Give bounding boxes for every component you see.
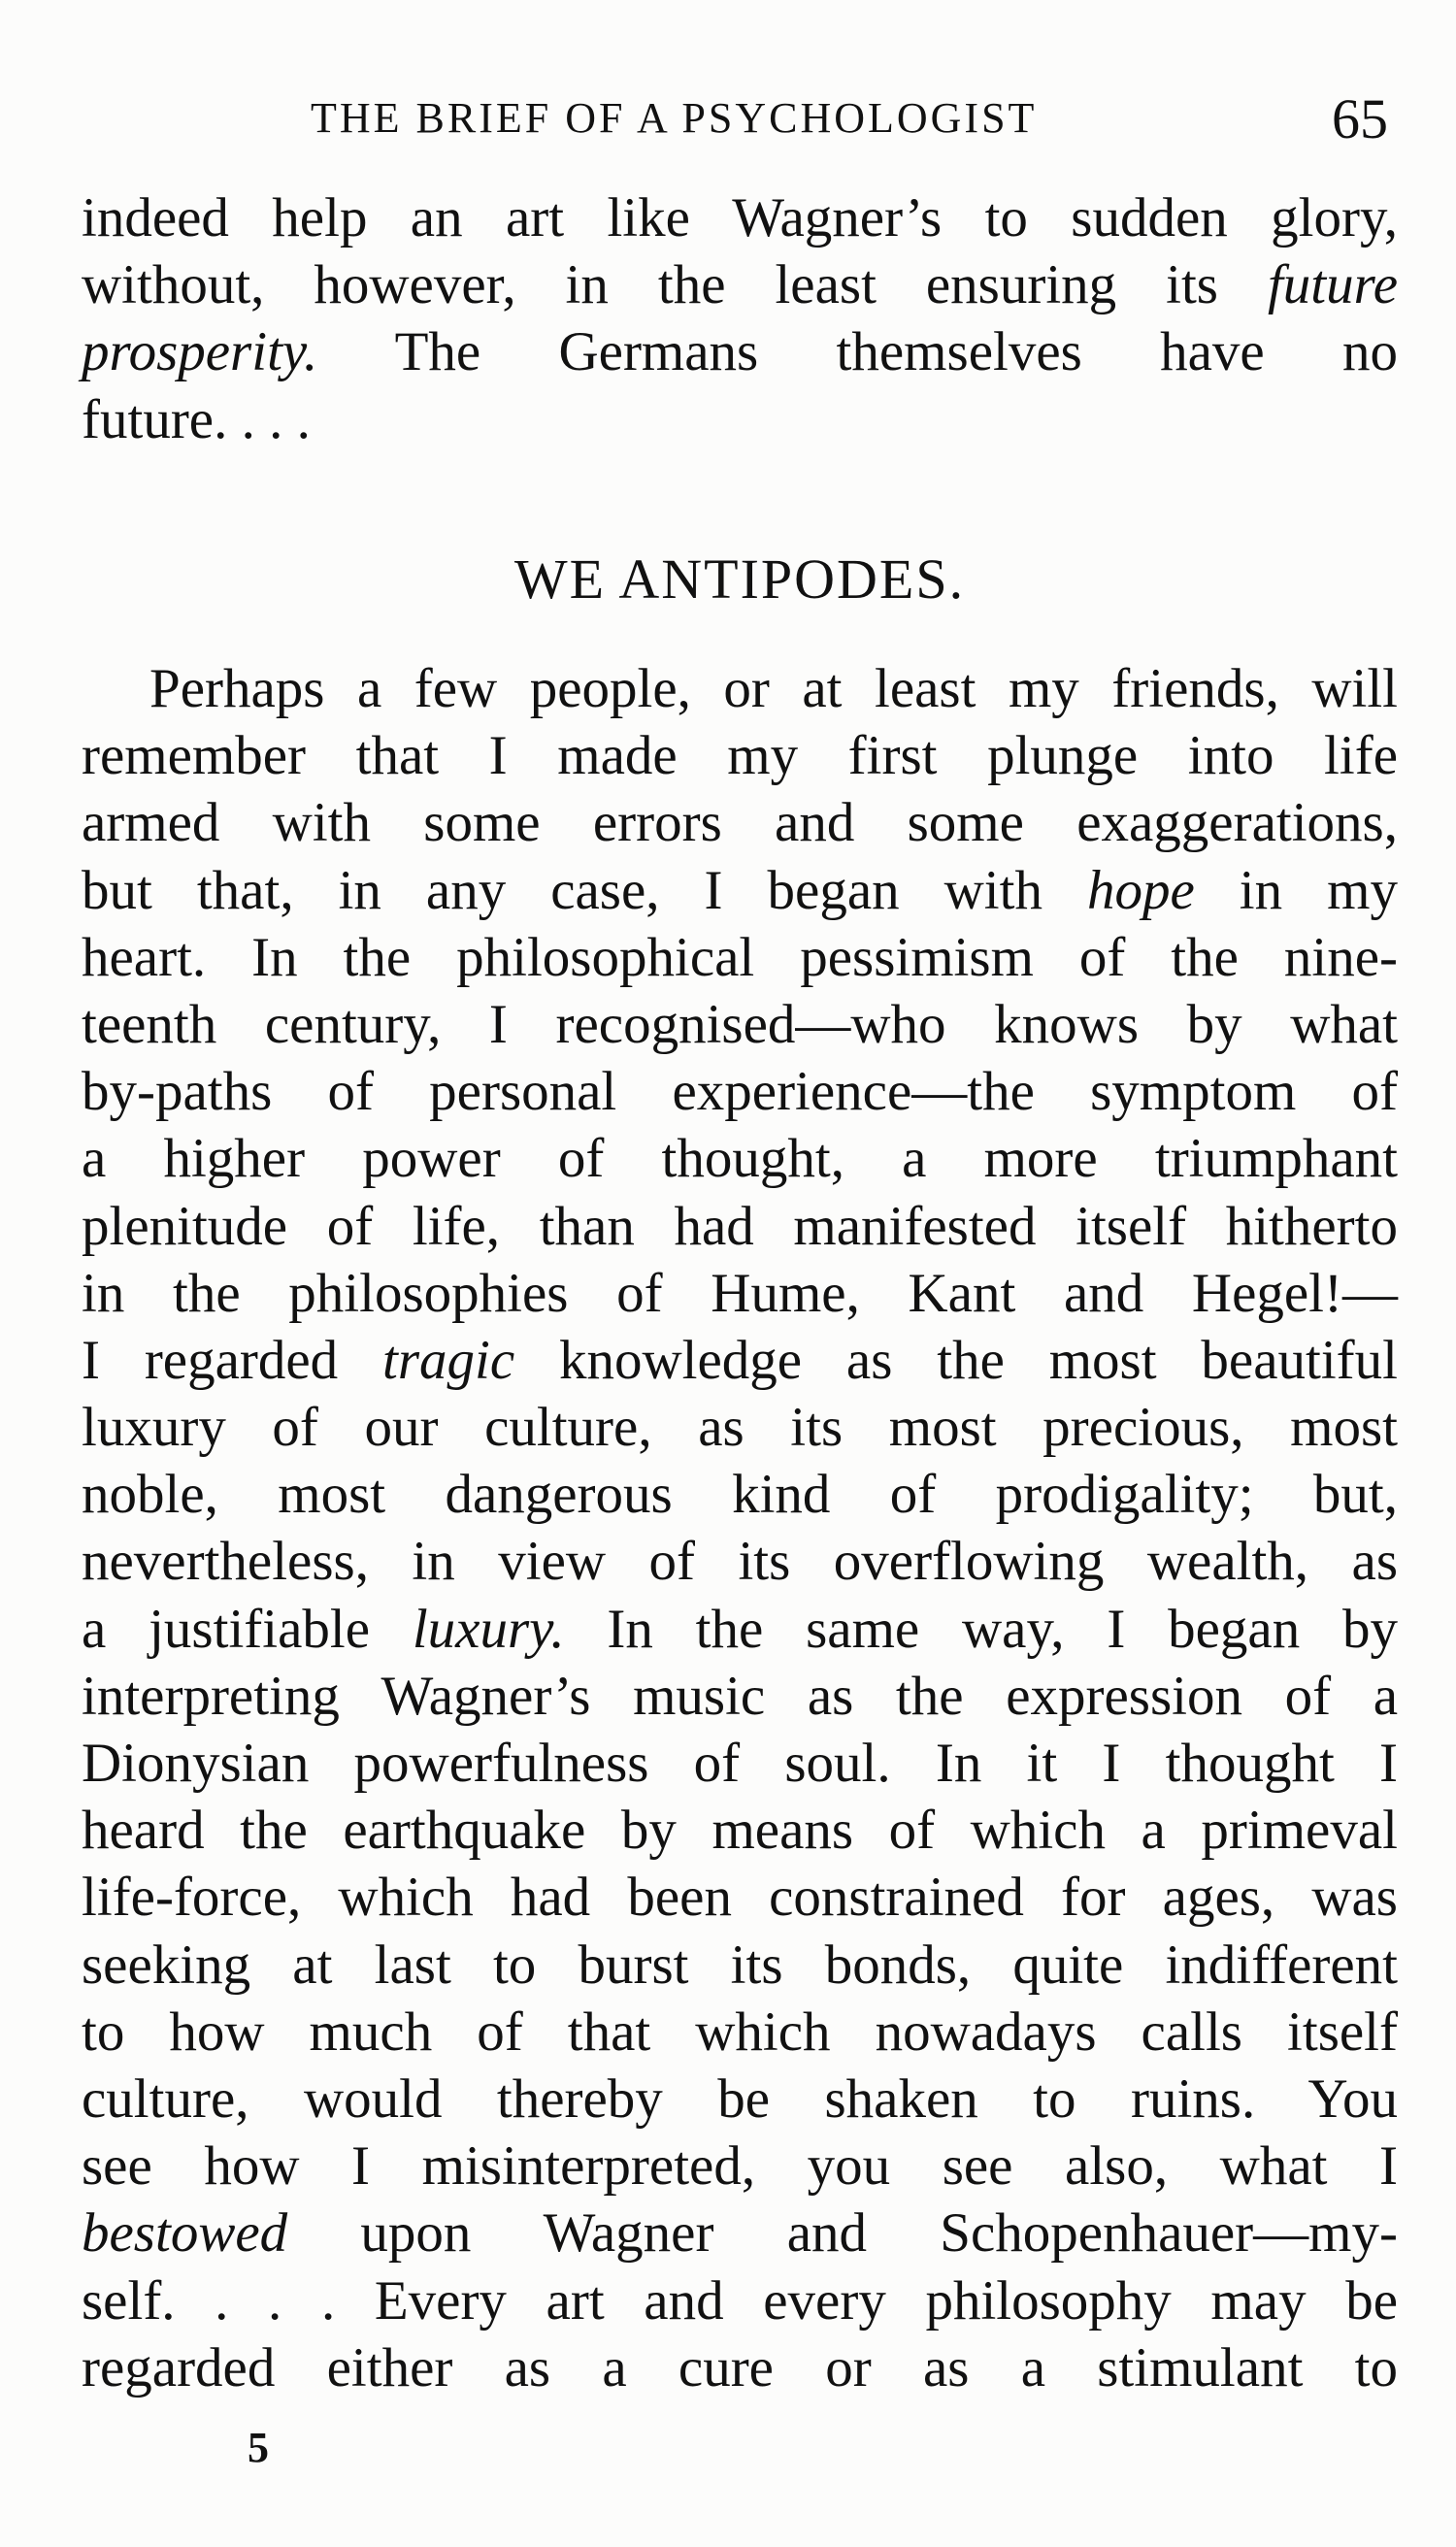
text-line: future. . . . bbox=[82, 388, 311, 450]
text-line: prosperity. The Germans themselves have no bbox=[82, 321, 1398, 383]
running-head bbox=[311, 89, 1388, 157]
text-line: interpreting Wagner’s music as the expression of a bbox=[82, 1665, 1398, 1727]
text-line: I regarded tragic knowledge as the most beautiful bbox=[82, 1329, 1398, 1391]
text-line: see how I misinterpreted, you see also, what I bbox=[82, 2135, 1398, 2198]
text-line: in the philosophies of Hume, Kant and Hegel!— bbox=[82, 1262, 1398, 1324]
continued-paragraph bbox=[82, 184, 1398, 453]
section-heading: WE ANTIPODES. bbox=[513, 547, 966, 611]
page-number: 65 bbox=[1332, 87, 1388, 150]
running-title: THE BRIEF OF A PSYCHOLOGIST bbox=[311, 94, 1038, 142]
text-line: Perhaps a few people, or at least my friends, will bbox=[149, 658, 1398, 719]
text-line: life-force, which had been constrained for ages, was bbox=[82, 1867, 1398, 1929]
text-line: luxury of our culture, as its most precious, most bbox=[82, 1397, 1398, 1459]
section-paragraph bbox=[82, 655, 1398, 2401]
text-line: Dionysian powerfulness of soul. In it I thought I bbox=[82, 1733, 1398, 1794]
signature-mark: 5 bbox=[248, 2424, 269, 2471]
text-line: noble, most dangerous kind of prodigality; but, bbox=[82, 1464, 1398, 1526]
text-line: culture, would thereby be shaken to ruins. You bbox=[82, 2067, 1398, 2130]
text-line: armed with some errors and some exaggerations, bbox=[82, 792, 1398, 854]
text-line: regarded either as a cure or as a stimulant to bbox=[82, 2336, 1398, 2398]
emphasis: luxury. bbox=[412, 1598, 565, 1660]
text-line: self. . . . Every art and every philosophy may be bbox=[82, 2269, 1398, 2332]
text-line: but that, in any case, I began with hope in my bbox=[82, 859, 1398, 921]
text-line: teenth century, I recognised—who knows by what bbox=[82, 993, 1398, 1055]
text-line: a justifiable luxury. In the same way, I began by bbox=[82, 1598, 1398, 1660]
text-line: bestowed upon Wagner and Schopenhauer—my- bbox=[82, 2202, 1398, 2265]
emphasis: hope bbox=[1086, 859, 1195, 921]
text-line: heard the earthquake by means of which a primeval bbox=[82, 1800, 1398, 1862]
emphasis: future bbox=[1267, 254, 1398, 316]
text-line: seeking at last to burst its bonds, quite indifferent bbox=[82, 1934, 1398, 1996]
text-line: by-paths of personal experience—the symptom of bbox=[82, 1061, 1398, 1123]
text-line: heart. In the philosophical pessimism of the nine- bbox=[82, 926, 1398, 988]
emphasis: bestowed bbox=[82, 2202, 288, 2265]
text-line: to how much of that which nowadays calls itself bbox=[82, 2001, 1398, 2063]
emphasis: tragic bbox=[382, 1329, 515, 1391]
text-line: a higher power of thought, a more triumphant bbox=[82, 1128, 1398, 1190]
text-line: indeed help an art like Wagner’s to sudden glory, bbox=[82, 187, 1398, 248]
text-line: nevertheless, in view of its overflowing wealth, as bbox=[82, 1531, 1398, 1593]
text-line: without, however, in the least ensuring its future bbox=[82, 254, 1398, 316]
emphasis: prosperity. bbox=[82, 321, 318, 383]
text-line: remember that I made my first plunge into life bbox=[82, 725, 1398, 787]
text-line: plenitude of life, than had manifested itself hitherto bbox=[82, 1195, 1398, 1257]
